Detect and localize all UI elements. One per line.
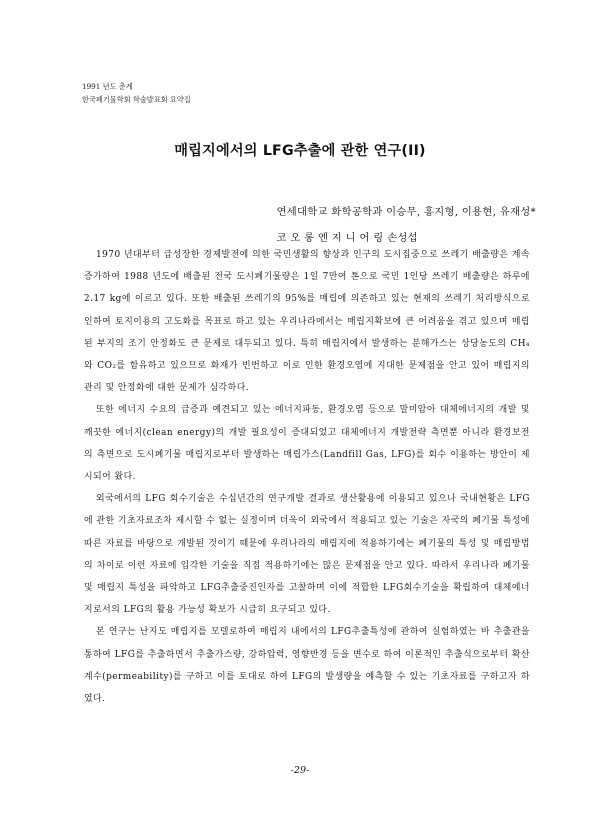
header-proceedings-name: 한국폐기물학회 학술발표회 요약집 [82,95,191,104]
author-line-yonsei: 연세대학교 화학공학과 이승무, 홍지형, 이용현, 유재성* [276,206,536,218]
abstract-body [84,244,530,710]
proceedings-header [82,80,191,106]
paragraph: 본 연구는 난지도 매립지를 모델로하여 매립지 내에서의 LFG추출특성에 관하여 실험하였는 바 추출관을 통하여 LFG를 추출하면서 추출가스량, 강하압력, 영향반경 등을 변수로 하여 이론적인 추출식으로부터 확산계수(permeability)를 구하고 이를 토대로 하여 LFG의 발생량을 예측할 수 있는 기초자료를 구하고자 하였다. [84,627,530,705]
paragraph: 1970 년대부터 급성장한 경제발전에 의한 국민생활의 향상과 인구의 도시집중으로 쓰레기 배출량은 계속 증가하여 1988 년도에 배출된 전국 도시폐기물량은 1일 7만여 톤으로 국민 1인당 쓰레기 배출량은 하루에 2.17 kg에 이르고 있다. 또한 배출된 쓰레기의 95%를 매립에 의존하고 있는 현재의 쓰레기 처리방식으로 인하여 토지이용의 고도화를 목표로 하고 있는 우리나라에서는 매립지확보에 큰 어려움을 겪고 있으며 매립된 부지의 조기 안정화도 큰 문제로 대두되고 있다. 특히 매립지에서 발생하는 분해가스는 상당농도의 CH₄와 CO₂를 함유하고 있으므로 화재가 빈번하고 이로 인한 환경오염에 지대한 문제점을 안고 있어 매립지의 관리 및 안정화에 대한 문제가 심각하다. [84,250,530,394]
header-year-season: 1991 년도 춘계 [82,82,133,91]
page-number: -29- [290,765,310,776]
paragraph: 또한 에너지 수요의 급증과 예견되고 있는 에너지파동, 환경오염 등으로 말미암아 대체에너지의 개발 및 깨끗한 에너지(clean energy)의 개발 필요성이 증대되었고 대체에너지 개발전략 측면뿐 아니라 환경보전의 측면으로 도시폐기물 매립지로부터 발생하는 매립가스(Landfill Gas, LFG)를 회수 이용하는 방안이 제시되어 왔다. [84,405,530,483]
paragraph: 외국에서의 LFG 회수기술은 수십년간의 연구개발 결과로 생산활용에 이용되고 있으나 국내현황은 LFG에 관한 기초자료조차 제시할 수 없는 실정이며 더욱이 외국에서 적용되고 있는 기술은 자국의 폐기물 특성에 따른 자료를 바탕으로 개발된 것이기 때문에 우리나라의 매립지에 적용하기에는 폐기물의 특성 및 매립방법의 차이로 이런 자료에 입각한 기술을 직접 적용하기에는 많은 문제점을 안고 있다. 따라서 우리나라 폐기물 및 매립지 특성을 파악하고 LFG추출중진인자를 고찰하며 이에 적합한 LFG회수기술을 확립하여 대체에너지로서의 LFG의 활용 가능성 확보가 시급히 요구되고 있다. [84,494,530,616]
paper-title: 매립지에서의 LFG추출에 관한 연구(II) [174,143,426,159]
author-line-kolon: 코 오 롱 엔 지 니 어 링 손성섭 [276,232,418,244]
